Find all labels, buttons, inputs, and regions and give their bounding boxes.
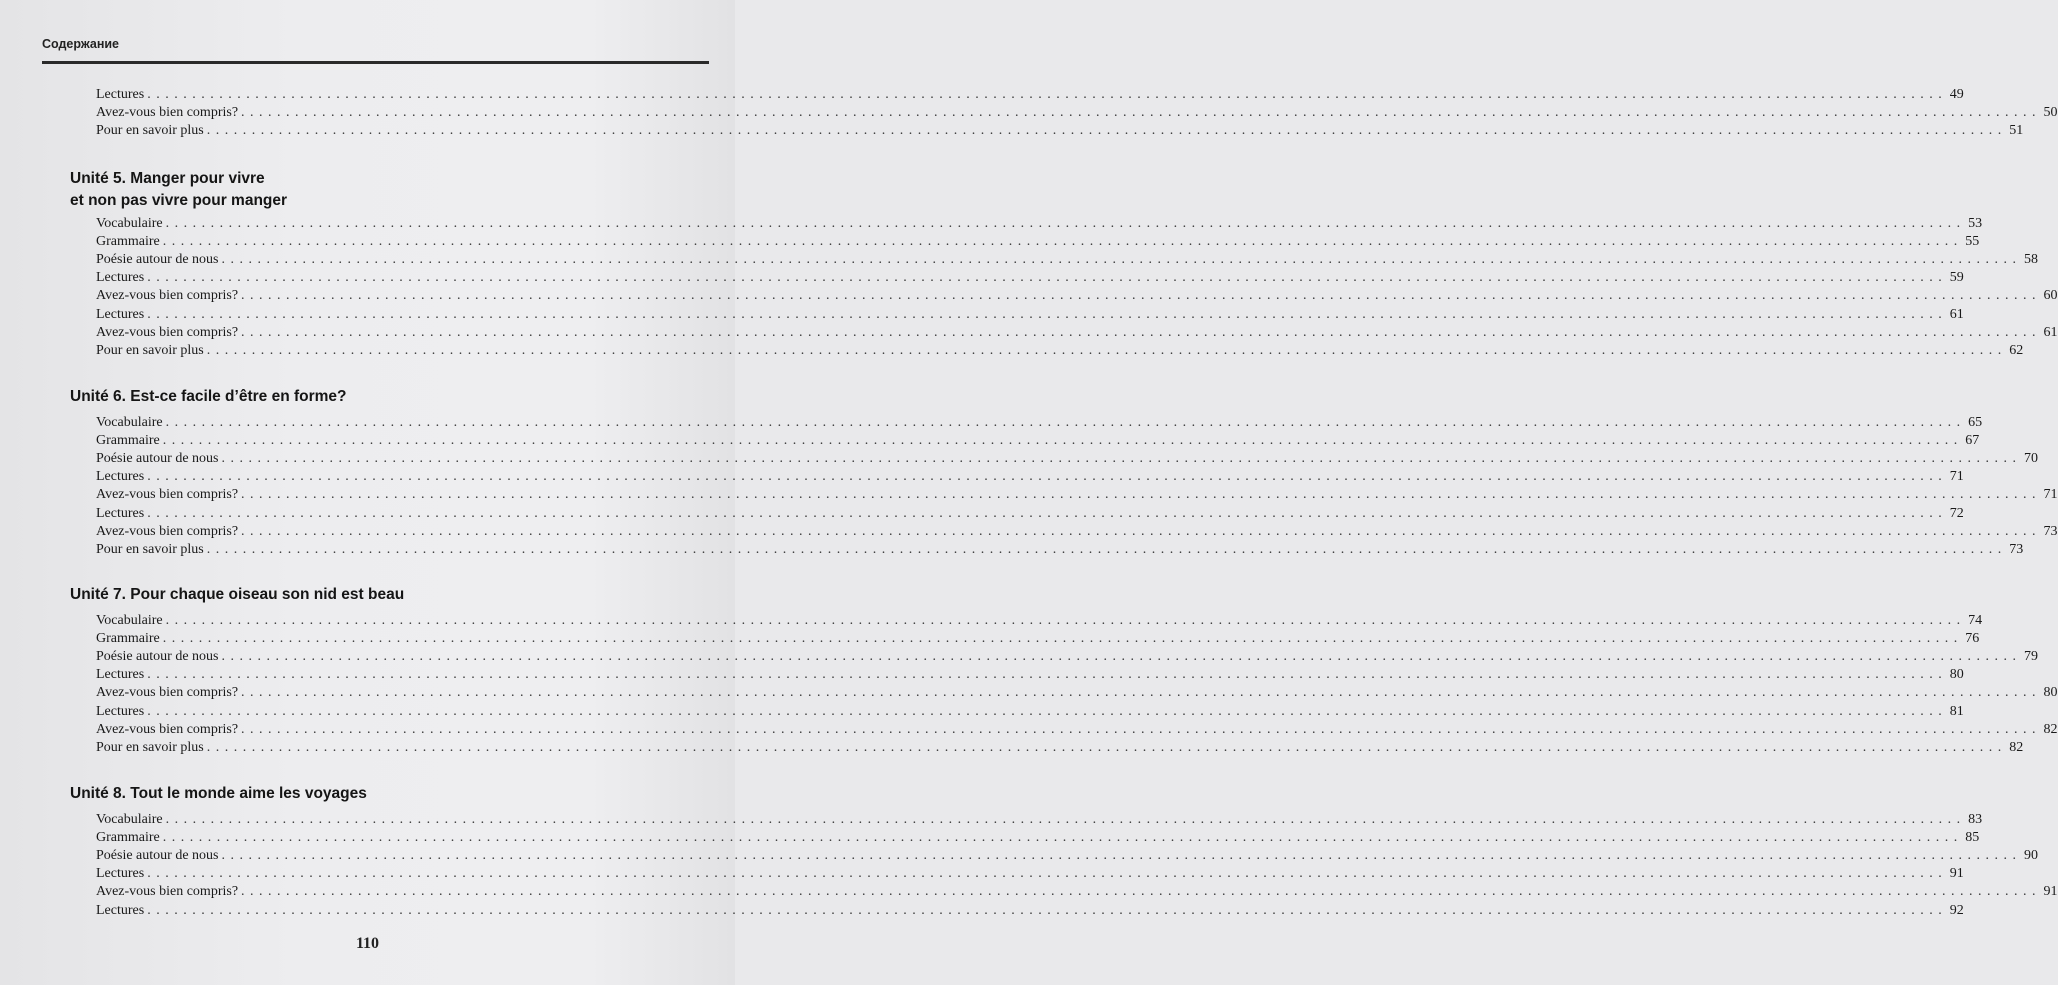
toc-entry-page: 92 (1949, 902, 1964, 918)
toc-entry-label: Avez-vous bien compris? (96, 105, 239, 121)
toc-entry-label: Grammaire (96, 234, 160, 250)
dot-leader: . . . . . . . . . . . . . . . . . . . . . . . . . . . . . . . . . . . . . . . . . . . . . . . . . . . . . . . . . . . . . . . . . . . . . . . . . . . . . . . . . . . . . . . . . . . . . . . . . . . . . . . . . . . . . . . . . . . . . . . . . . . . . . . . . . . . . . . . . . . . . . . . . . . . . . . . . . . . . . . . . . . . . . . . . . . . . . . . . . . . . . . . . . . . . . . . . . . . . . . . (165, 216, 1962, 231)
toc-entry-page: 65 (1968, 415, 1983, 430)
toc-entry-label: Pour en savoir plus (96, 123, 204, 139)
toc-entry-page: 85 (1965, 830, 1980, 846)
unit-title: Unité 8. Tout le monde aime les voyages (70, 785, 367, 802)
toc-entry-label: Lectures (96, 306, 145, 322)
toc-entry-label: Lectures (96, 667, 145, 683)
dot-leader: . . . . . . . . . . . . . . . . . . . . . . . . . . . . . . . . . . . . . . . . . . . . . . . . . . . . . . . . . . . . . . . . . . . . . . . . . . . . . . . . . . . . . . . . . . . . . . . . . . . . . . . . . . . . . . . . . . . . . . . . . . . . . . . . . . . . . . . . . . . . . . . . . . . . . . . . . . . . . . . . . . . . . . . . . . . . . . . . . . . . . . . . . . . . . . . . . . . . . . . . (221, 252, 2017, 268)
toc-entry (96, 468, 1964, 486)
dot-leader: . . . . . . . . . . . . . . . . . . . . . . . . . . . . . . . . . . . . . . . . . . . . . . . . . . . . . . . . . . . . . . . . . . . . . . . . . . . . . . . . . . . . . . . . . . . . . . . . . . . . . . . . . . . . . . . . . . . . . . . . . . . . . . . . . . . . . . . . . . . . . . . . . . . . . . . . . . . . . . . . . . . . . . . . . . . . . . . . . . . . . . . . . . . . . . . . . . . . . . . . (162, 234, 1959, 250)
dot-leader: . . . . . . . . . . . . . . . . . . . . . . . . . . . . . . . . . . . . . . . . . . . . . . . . . . . . . . . . . . . . . . . . . . . . . . . . . . . . . . . . . . . . . . . . . . . . . . . . . . . . . . . . . . . . . . . . . . . . . . . . . . . . . . . . . . . . . . . . . . . . . . . . . . . . . . . . . . . . . . . . . . . . . . . . . . . . . . . . . . . . . . . . . . . . . . . . . . . . . . . . (206, 739, 2003, 755)
toc-entry (96, 883, 2058, 901)
dot-leader: . . . . . . . . . . . . . . . . . . . . . . . . . . . . . . . . . . . . . . . . . . . . . . . . . . . . . . . . . . . . . . . . . . . . . . . . . . . . . . . . . . . . . . . . . . . . . . . . . . . . . . . . . . . . . . . . . . . . . . . . . . . . . . . . . . . . . . . . . . . . . . . . . . . . . . . . . . . . . . . . . . . . . . . . . . . . . . . . . . . . . . . . . . . . . . . . . . . . . . . . (206, 541, 2003, 557)
toc-entry (96, 666, 1964, 684)
toc-entry-page: 76 (1965, 631, 1980, 647)
toc-entry (96, 684, 2058, 702)
toc-entry-label: Pour en savoir plus (96, 541, 204, 557)
toc-entry-label: Grammaire (96, 433, 160, 449)
toc-entry-label: Avez-vous bien compris? (96, 523, 239, 539)
toc-entry-label: Grammaire (96, 631, 160, 647)
toc-entry-label: Grammaire (96, 830, 160, 846)
toc-entry (96, 306, 1964, 324)
toc-entry-label: Avez-vous bien compris? (96, 288, 239, 304)
toc-entry-page: 59 (1949, 270, 1964, 286)
toc-entry-page: 81 (1949, 703, 1964, 719)
toc-entry-label: Avez-vous bien compris? (96, 721, 239, 737)
toc-entry-page: 50 (2043, 105, 2058, 121)
toc-entry (96, 215, 1983, 233)
toc-entry (96, 287, 2058, 305)
toc-entry-page: 80 (1949, 667, 1964, 683)
dot-leader: . . . . . . . . . . . . . . . . . . . . . . . . . . . . . . . . . . . . . . . . . . . . . . . . . . . . . . . . . . . . . . . . . . . . . . . . . . . . . . . . . . . . . . . . . . . . . . . . . . . . . . . . . . . . . . . . . . . . . . . . . . . . . . . . . . . . . . . . . . . . . . . . . . . . . . . . . . . . . . . . . . . . . . . . . . . . . . . . . . . . . . . . . . . . . . . . . . . . . . . . (162, 433, 1959, 449)
toc-entry-page: 91 (2043, 884, 2058, 900)
toc-entry-label: Avez-vous bien compris? (96, 487, 239, 503)
toc-entry-page: 82 (2043, 721, 2058, 737)
toc-entry-page: 55 (1965, 234, 1980, 250)
toc-entry-page: 72 (1949, 505, 1964, 521)
toc-entry-page: 83 (1968, 812, 1983, 827)
dot-leader: . . . . . . . . . . . . . . . . . . . . . . . . . . . . . . . . . . . . . . . . . . . . . . . . . . . . . . . . . . . . . . . . . . . . . . . . . . . . . . . . . . . . . . . . . . . . . . . . . . . . . . . . . . . . . . . . . . . . . . . . . . . . . . . . . . . . . . . . . . . . . . . . . . . . . . . . . . . . . . . . . . . . . . . . . . . . . . . . . . . . . . . . . . . . . . . . . . . . . . . . (241, 105, 2037, 121)
toc-entry (96, 122, 2024, 140)
toc-entry-label: Lectures (96, 866, 145, 882)
toc-entry-label: Poésie autour de nous (96, 649, 219, 665)
toc-entry-page: 49 (1949, 87, 1964, 102)
dot-leader: . . . . . . . . . . . . . . . . . . . . . . . . . . . . . . . . . . . . . . . . . . . . . . . . . . . . . . . . . . . . . . . . . . . . . . . . . . . . . . . . . . . . . . . . . . . . . . . . . . . . . . . . . . . . . . . . . . . . . . . . . . . . . . . . . . . . . . . . . . . . . . . . . . . . . . . . . . . . . . . . . . . . . . . . . . . . . . . . . . . . . . . . . . . . . . . . . . . . . . . . (221, 451, 2017, 467)
toc-entry (96, 233, 1980, 251)
dot-leader: . . . . . . . . . . . . . . . . . . . . . . . . . . . . . . . . . . . . . . . . . . . . . . . . . . . . . . . . . . . . . . . . . . . . . . . . . . . . . . . . . . . . . . . . . . . . . . . . . . . . . . . . . . . . . . . . . . . . . . . . . . . . . . . . . . . . . . . . . . . . . . . . . . . . . . . . . . . . . . . . . . . . . . . . . . . . . . . . . . . . . . . . . . . . . . . . . . . . . . . . (147, 306, 1943, 322)
toc-entry-label: Vocabulaire (96, 812, 163, 827)
toc-entry (96, 450, 2038, 468)
toc-entry-label: Avez-vous bien compris? (96, 884, 239, 900)
dot-leader: . . . . . . . . . . . . . . . . . . . . . . . . . . . . . . . . . . . . . . . . . . . . . . . . . . . . . . . . . . . . . . . . . . . . . . . . . . . . . . . . . . . . . . . . . . . . . . . . . . . . . . . . . . . . . . . . . . . . . . . . . . . . . . . . . . . . . . . . . . . . . . . . . . . . . . . . . . . . . . . . . . . . . . . . . . . . . . . . . . . . . . . . . . . . . . . . . . . . . . . . (241, 288, 2037, 304)
toc-entry (96, 505, 1964, 523)
toc-entry-page: 90 (2023, 848, 2038, 864)
page-number: 110 (355, 935, 380, 952)
dot-leader: . . . . . . . . . . . . . . . . . . . . . . . . . . . . . . . . . . . . . . . . . . . . . . . . . . . . . . . . . . . . . . . . . . . . . . . . . . . . . . . . . . . . . . . . . . . . . . . . . . . . . . . . . . . . . . . . . . . . . . . . . . . . . . . . . . . . . . . . . . . . . . . . . . . . . . . . . . . . . . . . . . . . . . . . . . . . . . . . . . . . . . . . . . . . . . . . . . . . . . . . (162, 631, 1959, 647)
dot-leader: . . . . . . . . . . . . . . . . . . . . . . . . . . . . . . . . . . . . . . . . . . . . . . . . . . . . . . . . . . . . . . . . . . . . . . . . . . . . . . . . . . . . . . . . . . . . . . . . . . . . . . . . . . . . . . . . . . . . . . . . . . . . . . . . . . . . . . . . . . . . . . . . . . . . . . . . . . . . . . . . . . . . . . . . . . . . . . . . . . . . . . . . . . . . . . . . . . . . . . . . (241, 487, 2037, 503)
toc-entry-label: Vocabulaire (96, 613, 163, 628)
toc-entry (96, 703, 1964, 721)
dot-leader: . . . . . . . . . . . . . . . . . . . . . . . . . . . . . . . . . . . . . . . . . . . . . . . . . . . . . . . . . . . . . . . . . . . . . . . . . . . . . . . . . . . . . . . . . . . . . . . . . . . . . . . . . . . . . . . . . . . . . . . . . . . . . . . . . . . . . . . . . . . . . . . . . . . . . . . . . . . . . . . . . . . . . . . . . . . . . . . . . . . . . . . . . . . . . . . . . . . . . . . . (241, 523, 2037, 539)
toc-entry (96, 324, 2058, 342)
toc-entry-page: 60 (2043, 288, 2058, 304)
toc-entry (96, 902, 1964, 920)
dot-leader: . . . . . . . . . . . . . . . . . . . . . . . . . . . . . . . . . . . . . . . . . . . . . . . . . . . . . . . . . . . . . . . . . . . . . . . . . . . . . . . . . . . . . . . . . . . . . . . . . . . . . . . . . . . . . . . . . . . . . . . . . . . . . . . . . . . . . . . . . . . . . . . . . . . . . . . . . . . . . . . . . . . . . . . . . . . . . . . . . . . . . . . . . . . . . . . . . . . . . . . . (206, 342, 2003, 358)
dot-leader: . . . . . . . . . . . . . . . . . . . . . . . . . . . . . . . . . . . . . . . . . . . . . . . . . . . . . . . . . . . . . . . . . . . . . . . . . . . . . . . . . . . . . . . . . . . . . . . . . . . . . . . . . . . . . . . . . . . . . . . . . . . . . . . . . . . . . . . . . . . . . . . . . . . . . . . . . . . . . . . . . . . . . . . . . . . . . . . . . . . . . . . . . . . . . . . . . . . . . . . . (221, 848, 2017, 864)
dot-leader: . . . . . . . . . . . . . . . . . . . . . . . . . . . . . . . . . . . . . . . . . . . . . . . . . . . . . . . . . . . . . . . . . . . . . . . . . . . . . . . . . . . . . . . . . . . . . . . . . . . . . . . . . . . . . . . . . . . . . . . . . . . . . . . . . . . . . . . . . . . . . . . . . . . . . . . . . . . . . . . . . . . . . . . . . . . . . . . . . . . . . . . . . . . . . . . . . . . . . . . . (241, 884, 2037, 900)
toc-entry-label: Lectures (96, 505, 145, 521)
toc-entry-page: 79 (2023, 649, 2038, 665)
dot-leader: . . . . . . . . . . . . . . . . . . . . . . . . . . . . . . . . . . . . . . . . . . . . . . . . . . . . . . . . . . . . . . . . . . . . . . . . . . . . . . . . . . . . . . . . . . . . . . . . . . . . . . . . . . . . . . . . . . . . . . . . . . . . . . . . . . . . . . . . . . . . . . . . . . . . . . . . . . . . . . . . . . . . . . . . . . . . . . . . . . . . . . . . . . . . . . . . . . . . . . . . (165, 812, 1962, 827)
toc-entry-label: Pour en savoir plus (96, 739, 204, 755)
toc-entry-page: 73 (2043, 523, 2058, 539)
toc-entry (96, 486, 2058, 504)
dot-leader: . . . . . . . . . . . . . . . . . . . . . . . . . . . . . . . . . . . . . . . . . . . . . . . . . . . . . . . . . . . . . . . . . . . . . . . . . . . . . . . . . . . . . . . . . . . . . . . . . . . . . . . . . . . . . . . . . . . . . . . . . . . . . . . . . . . . . . . . . . . . . . . . . . . . . . . . . . . . . . . . . . . . . . . . . . . . . . . . . . . . . . . . . . . . . . . . . . . . . . . . (241, 685, 2037, 701)
toc-entry (96, 612, 1983, 630)
toc-entry-label: Lectures (96, 469, 145, 485)
toc-entry (96, 811, 1983, 829)
toc-entry-label: Vocabulaire (96, 216, 163, 231)
toc-entry (96, 847, 2038, 865)
dot-leader: . . . . . . . . . . . . . . . . . . . . . . . . . . . . . . . . . . . . . . . . . . . . . . . . . . . . . . . . . . . . . . . . . . . . . . . . . . . . . . . . . . . . . . . . . . . . . . . . . . . . . . . . . . . . . . . . . . . . . . . . . . . . . . . . . . . . . . . . . . . . . . . . . . . . . . . . . . . . . . . . . . . . . . . . . . . . . . . . . . . . . . . . . . . . . . . . . . . . . . . . (147, 87, 1943, 102)
toc-entry-page: 74 (1968, 613, 1983, 628)
toc-entry-page: 82 (2009, 739, 2024, 755)
dot-leader: . . . . . . . . . . . . . . . . . . . . . . . . . . . . . . . . . . . . . . . . . . . . . . . . . . . . . . . . . . . . . . . . . . . . . . . . . . . . . . . . . . . . . . . . . . . . . . . . . . . . . . . . . . . . . . . . . . . . . . . . . . . . . . . . . . . . . . . . . . . . . . . . . . . . . . . . . . . . . . . . . . . . . . . . . . . . . . . . . . . . . . . . . . . . . . . . . . . . . . . . (147, 902, 1943, 918)
dot-leader: . . . . . . . . . . . . . . . . . . . . . . . . . . . . . . . . . . . . . . . . . . . . . . . . . . . . . . . . . . . . . . . . . . . . . . . . . . . . . . . . . . . . . . . . . . . . . . . . . . . . . . . . . . . . . . . . . . . . . . . . . . . . . . . . . . . . . . . . . . . . . . . . . . . . . . . . . . . . . . . . . . . . . . . . . . . . . . . . . . . . . . . . . . . . . . . . . . . . . . . . (147, 270, 1943, 286)
toc-entry (96, 523, 2058, 541)
dot-leader: . . . . . . . . . . . . . . . . . . . . . . . . . . . . . . . . . . . . . . . . . . . . . . . . . . . . . . . . . . . . . . . . . . . . . . . . . . . . . . . . . . . . . . . . . . . . . . . . . . . . . . . . . . . . . . . . . . . . . . . . . . . . . . . . . . . . . . . . . . . . . . . . . . . . . . . . . . . . . . . . . . . . . . . . . . . . . . . . . . . . . . . . . . . . . . . . . . . . . . . . (221, 649, 2017, 665)
toc-entry-page: 53 (1968, 216, 1983, 231)
dot-leader: . . . . . . . . . . . . . . . . . . . . . . . . . . . . . . . . . . . . . . . . . . . . . . . . . . . . . . . . . . . . . . . . . . . . . . . . . . . . . . . . . . . . . . . . . . . . . . . . . . . . . . . . . . . . . . . . . . . . . . . . . . . . . . . . . . . . . . . . . . . . . . . . . . . . . . . . . . . . . . . . . . . . . . . . . . . . . . . . . . . . . . . . . . . . . . . . . . . . . . . . (165, 613, 1962, 628)
toc-entry-page: 71 (2043, 487, 2058, 503)
dot-leader: . . . . . . . . . . . . . . . . . . . . . . . . . . . . . . . . . . . . . . . . . . . . . . . . . . . . . . . . . . . . . . . . . . . . . . . . . . . . . . . . . . . . . . . . . . . . . . . . . . . . . . . . . . . . . . . . . . . . . . . . . . . . . . . . . . . . . . . . . . . . . . . . . . . . . . . . . . . . . . . . . . . . . . . . . . . . . . . . . . . . . . . . . . . . . . . . . . . . . . . . (241, 721, 2037, 737)
toc-entry (96, 721, 2058, 739)
toc-entry (96, 414, 1983, 432)
toc-entry (96, 829, 1980, 847)
dot-leader: . . . . . . . . . . . . . . . . . . . . . . . . . . . . . . . . . . . . . . . . . . . . . . . . . . . . . . . . . . . . . . . . . . . . . . . . . . . . . . . . . . . . . . . . . . . . . . . . . . . . . . . . . . . . . . . . . . . . . . . . . . . . . . . . . . . . . . . . . . . . . . . . . . . . . . . . . . . . . . . . . . . . . . . . . . . . . . . . . . . . . . . . . . . . . . . . . . . . . . . . (162, 830, 1959, 846)
toc-entry-page: 62 (2009, 342, 2024, 358)
dot-leader: . . . . . . . . . . . . . . . . . . . . . . . . . . . . . . . . . . . . . . . . . . . . . . . . . . . . . . . . . . . . . . . . . . . . . . . . . . . . . . . . . . . . . . . . . . . . . . . . . . . . . . . . . . . . . . . . . . . . . . . . . . . . . . . . . . . . . . . . . . . . . . . . . . . . . . . . . . . . . . . . . . . . . . . . . . . . . . . . . . . . . . . . . . . . . . . . . . . . . . . . (147, 469, 1943, 485)
toc-entry-page: 71 (1949, 469, 1964, 485)
unit-title: Unité 5. Manger pour vivre (70, 170, 265, 187)
dot-leader: . . . . . . . . . . . . . . . . . . . . . . . . . . . . . . . . . . . . . . . . . . . . . . . . . . . . . . . . . . . . . . . . . . . . . . . . . . . . . . . . . . . . . . . . . . . . . . . . . . . . . . . . . . . . . . . . . . . . . . . . . . . . . . . . . . . . . . . . . . . . . . . . . . . . . . . . . . . . . . . . . . . . . . . . . . . . . . . . . . . . . . . . . . . . . . . . . . . . . . . . (206, 123, 2003, 139)
toc-entry (96, 86, 1964, 104)
toc-entry (96, 739, 2024, 757)
toc-entry (96, 630, 1980, 648)
header-rule (42, 61, 709, 64)
toc-entry-page: 61 (1949, 306, 1964, 322)
toc-entry-label: Lectures (96, 902, 145, 918)
toc-entry (96, 432, 1980, 450)
toc-entry-label: Lectures (96, 270, 145, 286)
toc-entry-page: 58 (2023, 252, 2038, 268)
toc-entry-page: 70 (2023, 451, 2038, 467)
unit-title: Unité 6. Est-ce facile d’être en forme? (70, 388, 347, 405)
toc-entry-label: Lectures (96, 703, 145, 719)
running-header: Содержание (42, 37, 120, 51)
toc-entry-page: 73 (2009, 541, 2024, 557)
toc-entry-label: Poésie autour de nous (96, 848, 219, 864)
dot-leader: . . . . . . . . . . . . . . . . . . . . . . . . . . . . . . . . . . . . . . . . . . . . . . . . . . . . . . . . . . . . . . . . . . . . . . . . . . . . . . . . . . . . . . . . . . . . . . . . . . . . . . . . . . . . . . . . . . . . . . . . . . . . . . . . . . . . . . . . . . . . . . . . . . . . . . . . . . . . . . . . . . . . . . . . . . . . . . . . . . . . . . . . . . . . . . . . . . . . . . . . (147, 866, 1943, 882)
toc-entry-label: Vocabulaire (96, 415, 163, 430)
unit-title: et non pas vivre pour manger (70, 192, 288, 209)
dot-leader: . . . . . . . . . . . . . . . . . . . . . . . . . . . . . . . . . . . . . . . . . . . . . . . . . . . . . . . . . . . . . . . . . . . . . . . . . . . . . . . . . . . . . . . . . . . . . . . . . . . . . . . . . . . . . . . . . . . . . . . . . . . . . . . . . . . . . . . . . . . . . . . . . . . . . . . . . . . . . . . . . . . . . . . . . . . . . . . . . . . . . . . . . . . . . . . . . . . . . . . . (147, 505, 1943, 521)
unit-title: Unité 7. Pour chaque oiseau son nid est beau (70, 586, 405, 603)
dot-leader: . . . . . . . . . . . . . . . . . . . . . . . . . . . . . . . . . . . . . . . . . . . . . . . . . . . . . . . . . . . . . . . . . . . . . . . . . . . . . . . . . . . . . . . . . . . . . . . . . . . . . . . . . . . . . . . . . . . . . . . . . . . . . . . . . . . . . . . . . . . . . . . . . . . . . . . . . . . . . . . . . . . . . . . . . . . . . . . . . . . . . . . . . . . . . . . . . . . . . . . . (147, 667, 1943, 683)
toc-entry-label: Lectures (96, 87, 145, 102)
toc-entry-page: 51 (2009, 123, 2024, 139)
dot-leader: . . . . . . . . . . . . . . . . . . . . . . . . . . . . . . . . . . . . . . . . . . . . . . . . . . . . . . . . . . . . . . . . . . . . . . . . . . . . . . . . . . . . . . . . . . . . . . . . . . . . . . . . . . . . . . . . . . . . . . . . . . . . . . . . . . . . . . . . . . . . . . . . . . . . . . . . . . . . . . . . . . . . . . . . . . . . . . . . . . . . . . . . . . . . . . . . . . . . . . . . (165, 415, 1962, 430)
toc-entry-label: Poésie autour de nous (96, 451, 219, 467)
dot-leader: . . . . . . . . . . . . . . . . . . . . . . . . . . . . . . . . . . . . . . . . . . . . . . . . . . . . . . . . . . . . . . . . . . . . . . . . . . . . . . . . . . . . . . . . . . . . . . . . . . . . . . . . . . . . . . . . . . . . . . . . . . . . . . . . . . . . . . . . . . . . . . . . . . . . . . . . . . . . . . . . . . . . . . . . . . . . . . . . . . . . . . . . . . . . . . . . . . . . . . . . (241, 324, 2037, 340)
toc-entry-page: 67 (1965, 433, 1980, 449)
dot-leader: . . . . . . . . . . . . . . . . . . . . . . . . . . . . . . . . . . . . . . . . . . . . . . . . . . . . . . . . . . . . . . . . . . . . . . . . . . . . . . . . . . . . . . . . . . . . . . . . . . . . . . . . . . . . . . . . . . . . . . . . . . . . . . . . . . . . . . . . . . . . . . . . . . . . . . . . . . . . . . . . . . . . . . . . . . . . . . . . . . . . . . . . . . . . . . . . . . . . . . . . (147, 703, 1943, 719)
toc-entry-label: Poésie autour de nous (96, 252, 219, 268)
toc-entry-page: 61 (2043, 324, 2058, 340)
toc-entry-page: 80 (2043, 685, 2058, 701)
toc-entry (96, 342, 2024, 360)
toc-entry (96, 541, 2024, 559)
toc-entry-label: Avez-vous bien compris? (96, 685, 239, 701)
toc-entry (96, 104, 2058, 122)
toc-entry (96, 648, 2038, 666)
toc-entry (96, 269, 1964, 287)
toc-entry-label: Avez-vous bien compris? (96, 324, 239, 340)
toc-entry-page: 91 (1949, 866, 1964, 882)
toc-entry-label: Pour en savoir plus (96, 342, 204, 358)
toc-entry (96, 865, 1964, 883)
toc-entry (96, 251, 2038, 269)
